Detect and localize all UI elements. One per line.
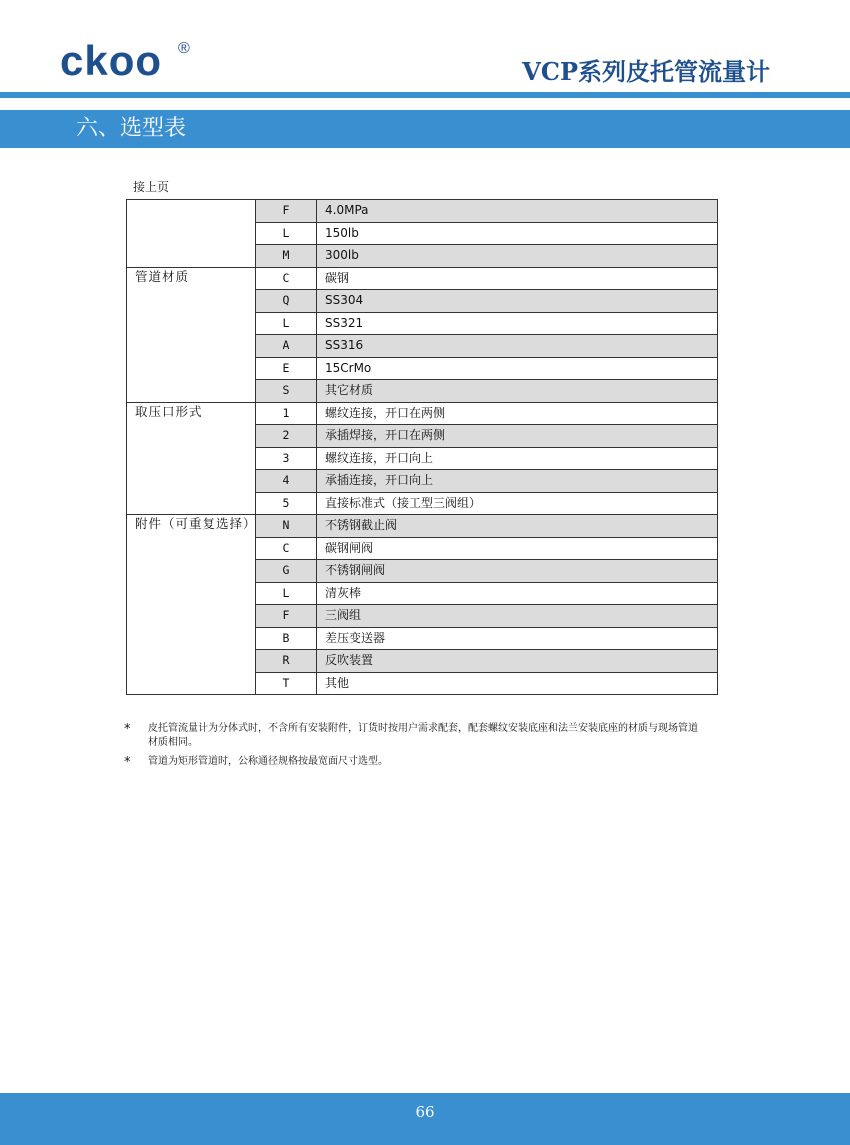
section-banner <box>0 110 850 148</box>
description-cell: 15CrMo <box>317 357 718 380</box>
header-divider <box>0 92 850 98</box>
code-cell: C <box>256 267 317 290</box>
code-cell: L <box>256 582 317 605</box>
brand-logo: ckoo <box>60 37 163 84</box>
code-cell: 5 <box>256 492 317 515</box>
description-cell: 不锈钢闸阀 <box>317 560 718 583</box>
description-cell: 碳钢闸阀 <box>317 537 718 560</box>
registered-mark: ® <box>178 40 190 57</box>
description-cell: 三阀组 <box>317 605 718 628</box>
page-number: 66 <box>415 1103 435 1121</box>
description-cell: 承插焊接，开口在两侧 <box>317 425 718 448</box>
description-cell: 反吹装置 <box>317 650 718 673</box>
code-cell: F <box>256 605 317 628</box>
description-cell: 螺纹连接，开口在两侧 <box>317 402 718 425</box>
description-cell: 300lb <box>317 245 718 268</box>
code-cell: 3 <box>256 447 317 470</box>
note-text: 皮托管流量计为分体式时，不含所有安装附件，订货时按用户需求配套，配套螺纹安装底座和法兰安装底座的材质与现场管道材质相同。 <box>148 723 698 748</box>
description-cell: 不锈钢截止阀 <box>317 515 718 538</box>
table-row <box>127 267 718 290</box>
code-cell: 1 <box>256 402 317 425</box>
code-cell: S <box>256 380 317 403</box>
section-title: 六、选型表 <box>76 116 187 141</box>
code-cell: N <box>256 515 317 538</box>
code-cell: R <box>256 650 317 673</box>
code-cell: Q <box>256 290 317 313</box>
code-cell: E <box>256 357 317 380</box>
continued-label: 接上页 <box>133 180 170 194</box>
note-mark: * <box>124 755 131 770</box>
description-cell: 4.0MPa <box>317 200 718 223</box>
description-cell: 其他 <box>317 672 718 695</box>
category-cell: 取压口形式 <box>127 402 256 515</box>
table-row <box>127 515 718 538</box>
description-cell: 150lb <box>317 222 718 245</box>
category-cell: 附件（可重复选择） <box>127 515 256 695</box>
description-cell: SS321 <box>317 312 718 335</box>
notes <box>124 722 704 774</box>
description-cell: 其它材质 <box>317 380 718 403</box>
note-item <box>124 755 704 769</box>
footer-bar <box>0 1093 850 1145</box>
code-cell: L <box>256 222 317 245</box>
code-cell: C <box>256 537 317 560</box>
description-cell: 螺纹连接，开口向上 <box>317 447 718 470</box>
table-row <box>127 402 718 425</box>
category-cell <box>127 200 256 268</box>
description-cell: 差压变送器 <box>317 627 718 650</box>
code-cell: T <box>256 672 317 695</box>
code-cell: L <box>256 312 317 335</box>
note-mark: * <box>124 722 131 737</box>
code-cell: M <box>256 245 317 268</box>
selection-table <box>126 199 718 695</box>
code-cell: 4 <box>256 470 317 493</box>
code-cell: A <box>256 335 317 358</box>
description-cell: SS304 <box>317 290 718 313</box>
description-cell: 碳钢 <box>317 267 718 290</box>
code-cell: G <box>256 560 317 583</box>
description-cell: 直接标准式（接工型三阀组） <box>317 492 718 515</box>
category-cell: 管道材质 <box>127 267 256 402</box>
code-cell: B <box>256 627 317 650</box>
description-cell: 清灰棒 <box>317 582 718 605</box>
note-item <box>124 722 704 750</box>
description-cell: SS316 <box>317 335 718 358</box>
note-text: 管道为矩形管道时，公称通径规格按最宽面尺寸选型。 <box>148 756 388 767</box>
code-cell: 2 <box>256 425 317 448</box>
description-cell: 承插连接，开口向上 <box>317 470 718 493</box>
table-row <box>127 200 718 223</box>
code-cell: F <box>256 200 317 223</box>
document-title: VCP系列皮托管流量计 <box>522 57 770 86</box>
